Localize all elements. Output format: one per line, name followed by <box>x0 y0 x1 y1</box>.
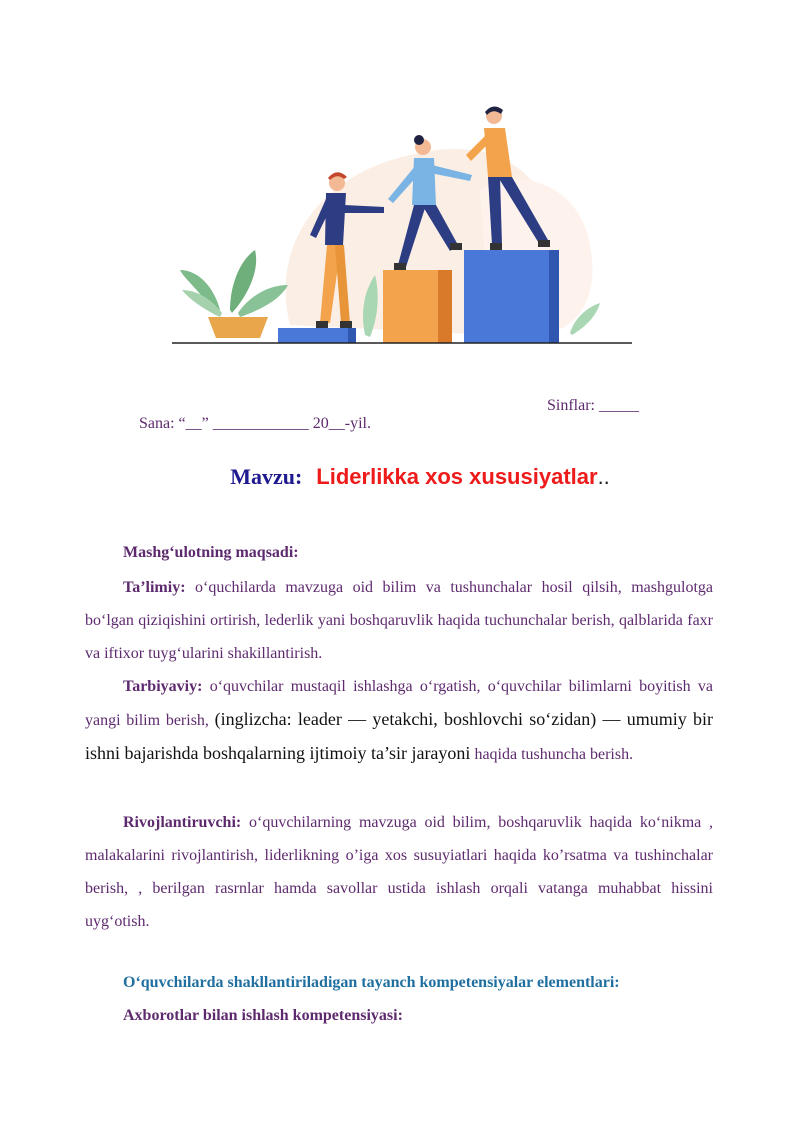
competencies-heading: O‘quvchilarda shakllantiriladigan tayanch kompetensiyalar elementlari: <box>123 974 620 991</box>
upbringing-text-1: o‘quvchilar mustaqil ishlashga o‘rgatish, o‘quvchilar bilimlarni boyitish va yangi bilim berish, <box>85 678 713 729</box>
upbringing-text-2: (inglizcha: leader — yetakchi, boshlovchi so‘zidan) — umumiy bir ishni bajarishda boshqalarning ijtimoiy ta’sir jarayoni <box>85 709 713 763</box>
upbringing-label: Tarbiyaviy: <box>123 678 203 695</box>
developing-label: Rivojlantiruvchi: <box>123 814 242 831</box>
developing-goal <box>85 806 713 938</box>
date-field: Sana: “__” ____________ 20__-yil. <box>139 415 371 432</box>
plant-icon <box>180 250 288 338</box>
topic-line <box>0 464 800 490</box>
educational-text: o‘quchilarda mavzuga oid bilim va tushunchalar hosil qilsih, mashgulotga bo‘lgan qiziqishini ortirish, lederlik yani boshqaruvlik haqida tuchunchalar berish, qalblarida faxr va iftixor tuyg‘ularini shakillantirish. <box>85 579 714 662</box>
topic-title: Liderlikka xos xususiyatlar <box>316 464 598 489</box>
educational-label: Ta’limiy: <box>123 579 186 596</box>
developing-text: o‘quvchilarning mavzuga oid bilim, boshqaruvlik haqida ko‘nikma , malakalarini rivojlantirish, liderlikning o’iga xos susuyiatlari haqida ko’rsatma va tushinchalar berish, , berilgan rasrnlar hamda savollar ustida ishlash orqali vatanga muhabbat hissini uyg‘otish. <box>85 814 714 930</box>
educational-goal <box>85 571 713 670</box>
upbringing-text-3: haqida tushuncha berish. <box>470 746 634 763</box>
topic-trailing: .. <box>597 464 610 489</box>
classes-field: Sinflar: _____ <box>547 397 639 414</box>
date-line <box>123 397 663 469</box>
leadership-illustration <box>160 95 640 350</box>
competencies-subheading: Axborotlar bilan ishlash kompetensiyasi: <box>123 1007 403 1024</box>
topic-label: Mavzu: <box>230 464 303 489</box>
goals-heading: Mashg‘ulotning maqsadi: <box>123 544 299 561</box>
upbringing-goal <box>85 670 713 771</box>
